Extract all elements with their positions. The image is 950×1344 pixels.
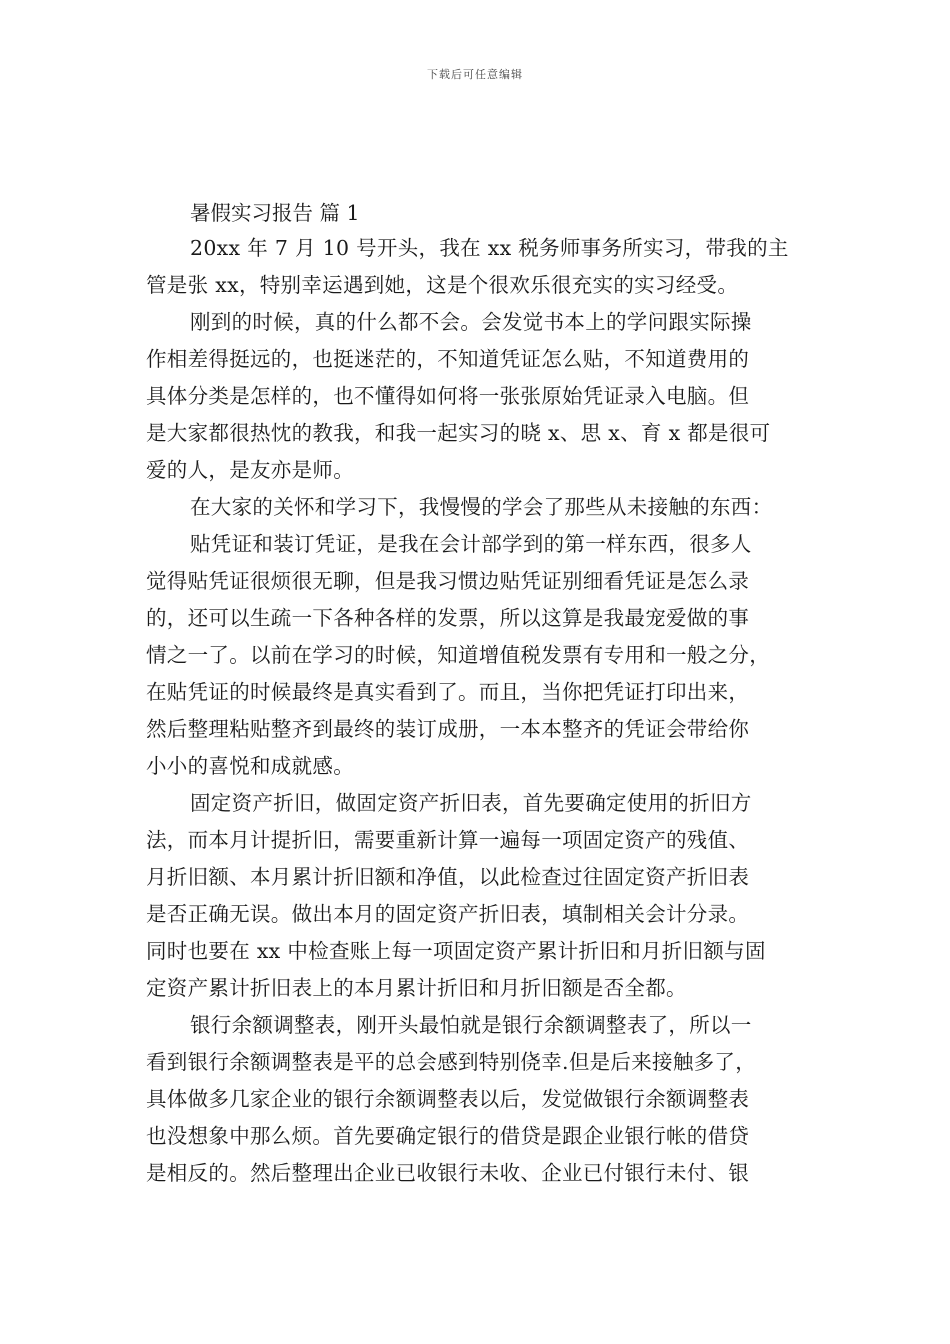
- document-title: 暑假实习报告 篇 1: [190, 201, 360, 225]
- text-line: 月折旧额、本月累计折旧额和净值，以此检查过往固定资产折旧表: [146, 865, 750, 889]
- text-line: 同时也要在 xx 中检查账上每一项固定资产累计折旧和月折旧额与固: [146, 939, 766, 963]
- text-line: 也没想象中那么烦。首先要确定银行的借贷是跟企业银行帐的借贷: [146, 1124, 750, 1148]
- text-line: 具体分类是怎样的，也不懂得如何将一张张原始凭证录入电脑。但: [146, 384, 750, 408]
- text-line: 爱的人，是友亦是师。: [146, 458, 354, 482]
- text-line: 的，还可以生疏一下各种各样的发票，所以这算是我最宠爱做的事: [146, 606, 750, 630]
- body-text: [146, 230, 818, 1192]
- header-note: 下载后可任意编辑: [427, 68, 523, 81]
- text-line: 在大家的关怀和学习下，我慢慢的学会了那些从未接触的东西：: [190, 495, 773, 519]
- text-line: 具体做多几家企业的银行余额调整表以后，发觉做银行余额调整表: [146, 1087, 750, 1111]
- text-line: 20xx 年 7 月 10 号开头，我在 xx 税务师事务所实习，带我的主: [190, 236, 789, 260]
- text-line: 然后整理粘贴整齐到最终的装订成册，一本本整齐的凭证会带给你: [146, 717, 750, 741]
- text-line: 固定资产折旧，做固定资产折旧表，首先要确定使用的折旧方: [190, 791, 752, 815]
- text-line: 管是张 xx，特别幸运遇到她，这是个很欢乐很充实的实习经受。: [146, 273, 739, 297]
- text-line: 银行余额调整表，刚开头最怕就是银行余额调整表了，所以一: [190, 1013, 752, 1037]
- text-line: 情之一了。以前在学习的时候，知道增值税发票有专用和一般之分，: [146, 643, 770, 667]
- text-line: 法，而本月计提折旧，需要重新计算一遍每一项固定资产的残值、: [146, 828, 750, 852]
- text-line: 定资产累计折旧表上的本月累计折旧和月折旧额是否全都。: [146, 976, 687, 1000]
- text-line: 贴凭证和装订凭证，是我在会计部学到的第一样东西，很多人: [190, 532, 752, 556]
- text-line: 作相差得挺远的，也挺迷茫的，不知道凭证怎么贴，不知道费用的: [146, 347, 750, 371]
- text-line: 在贴凭证的时候最终是真实看到了。而且，当你把凭证打印出来，: [146, 680, 750, 704]
- text-line: 看到银行余额调整表是平的总会感到特别侥幸.但是后来接触多了，: [146, 1050, 757, 1074]
- text-line: 是大家都很热忱的教我，和我一起实习的晓 x、思 x、育 x 都是很可: [146, 421, 771, 445]
- text-line: 是否正确无误。做出本月的固定资产折旧表，填制相关会计分录。: [146, 902, 750, 926]
- text-line: 是相反的。然后整理出企业已收银行未收、企业已付银行未付、银: [146, 1161, 750, 1185]
- text-line: 刚到的时候，真的什么都不会。会发觉书本上的学问跟实际操: [190, 310, 752, 334]
- text-line: 觉得贴凭证很烦很无聊，但是我习惯边贴凭证别细看凭证是怎么录: [146, 569, 750, 593]
- text-line: 小小的喜悦和成就感。: [146, 754, 354, 778]
- document-body: [146, 196, 818, 1192]
